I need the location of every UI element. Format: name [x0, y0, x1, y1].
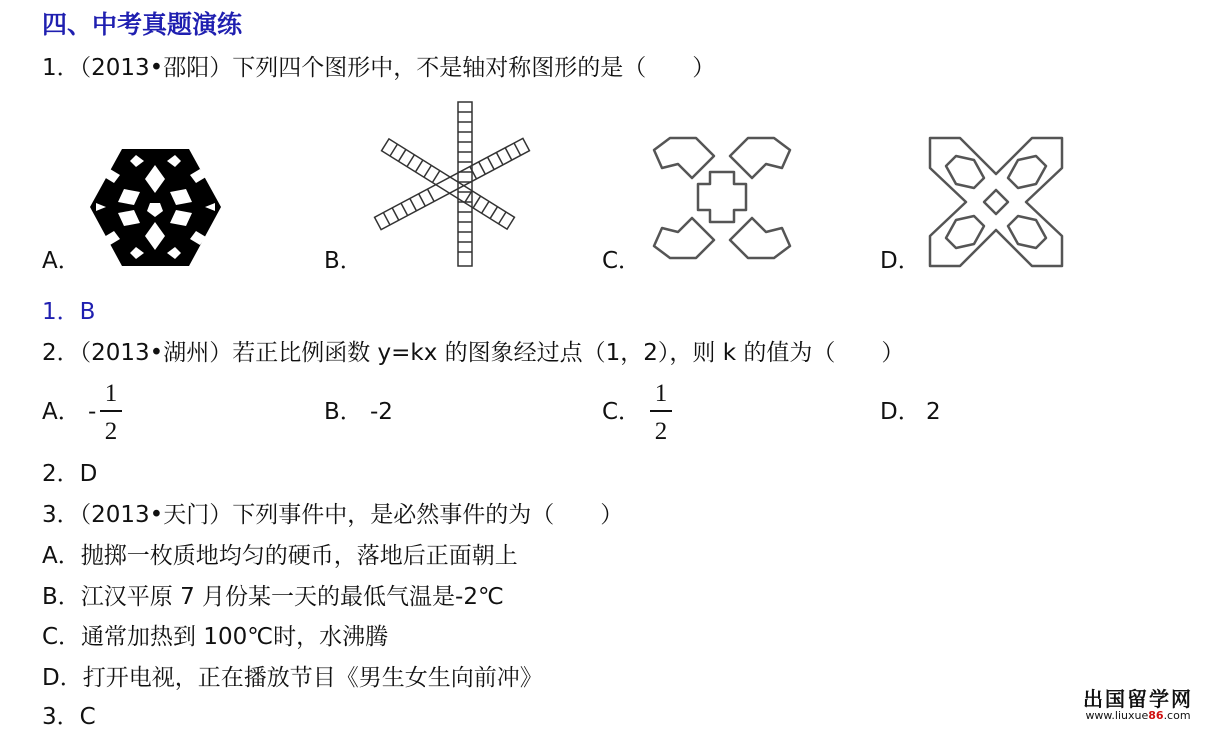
q1-option-d-label: D．	[880, 248, 921, 274]
section-title: 四、中考真题演练	[42, 10, 243, 39]
question-2-answer: 2．D	[42, 461, 98, 487]
watermark-url-prefix: www.liuxue	[1085, 709, 1149, 722]
q3-option-b: B．江汉平原 7 月份某一天的最低气温是-2℃	[42, 584, 504, 610]
ladder-star-figure	[368, 98, 533, 270]
q2-option-c-fraction	[650, 380, 672, 448]
watermark-site-name: 出国留学网	[1083, 687, 1193, 711]
q3-option-c: C．通常加热到 100℃时，水沸腾	[42, 624, 389, 650]
question-2-stem: 2．（2013•湖州）若正比例函数 y=kx 的图象经过点（1，2），则 k 的值为（ ）	[42, 340, 905, 366]
q2-option-d-value: 2	[926, 399, 941, 425]
snowflake-hexagon-figure	[88, 145, 223, 270]
x-shape-figure	[926, 134, 1066, 270]
q2-option-c-label: C．	[602, 399, 642, 425]
q1-option-a-label: A．	[42, 248, 81, 274]
q2-option-b-label: B．	[324, 399, 363, 425]
watermark-url	[1083, 710, 1193, 722]
question-1-answer: 1．B	[42, 299, 96, 325]
q2-option-a-fraction	[100, 380, 122, 448]
question-3-answer: 3．C	[42, 704, 96, 730]
q2-option-a-label: A．	[42, 399, 81, 425]
q2-option-d-label: D．	[880, 399, 921, 425]
question-1-stem: 1．（2013•邵阳）下列四个图形中，不是轴对称图形的是（ ）	[42, 55, 716, 81]
q2-option-b-value: -2	[370, 399, 393, 425]
watermark-url-highlight: 86	[1148, 709, 1164, 722]
fraction-numerator: 1	[104, 380, 118, 407]
fraction-denominator: 2	[104, 418, 118, 445]
q3-option-a: A．抛掷一枚质地均匀的硬币，落地后正面朝上	[42, 543, 518, 569]
question-3-stem: 3．（2013•天门）下列事件中，是必然事件的为（ ）	[42, 502, 624, 528]
q1-option-b-label: B．	[324, 248, 363, 274]
watermark-url-suffix: .com	[1163, 709, 1191, 722]
site-watermark	[1083, 688, 1193, 722]
q2-option-a-sign: -	[88, 399, 97, 425]
fraction-numerator: 1	[654, 380, 668, 407]
fraction-bar	[100, 410, 122, 412]
q3-option-d: D．打开电视，正在播放节目《男生女生向前冲》	[42, 665, 543, 691]
fraction-denominator: 2	[654, 418, 668, 445]
q1-option-c-label: C．	[602, 248, 642, 274]
fraction-bar	[650, 410, 672, 412]
arrows-cross-figure	[648, 128, 796, 268]
